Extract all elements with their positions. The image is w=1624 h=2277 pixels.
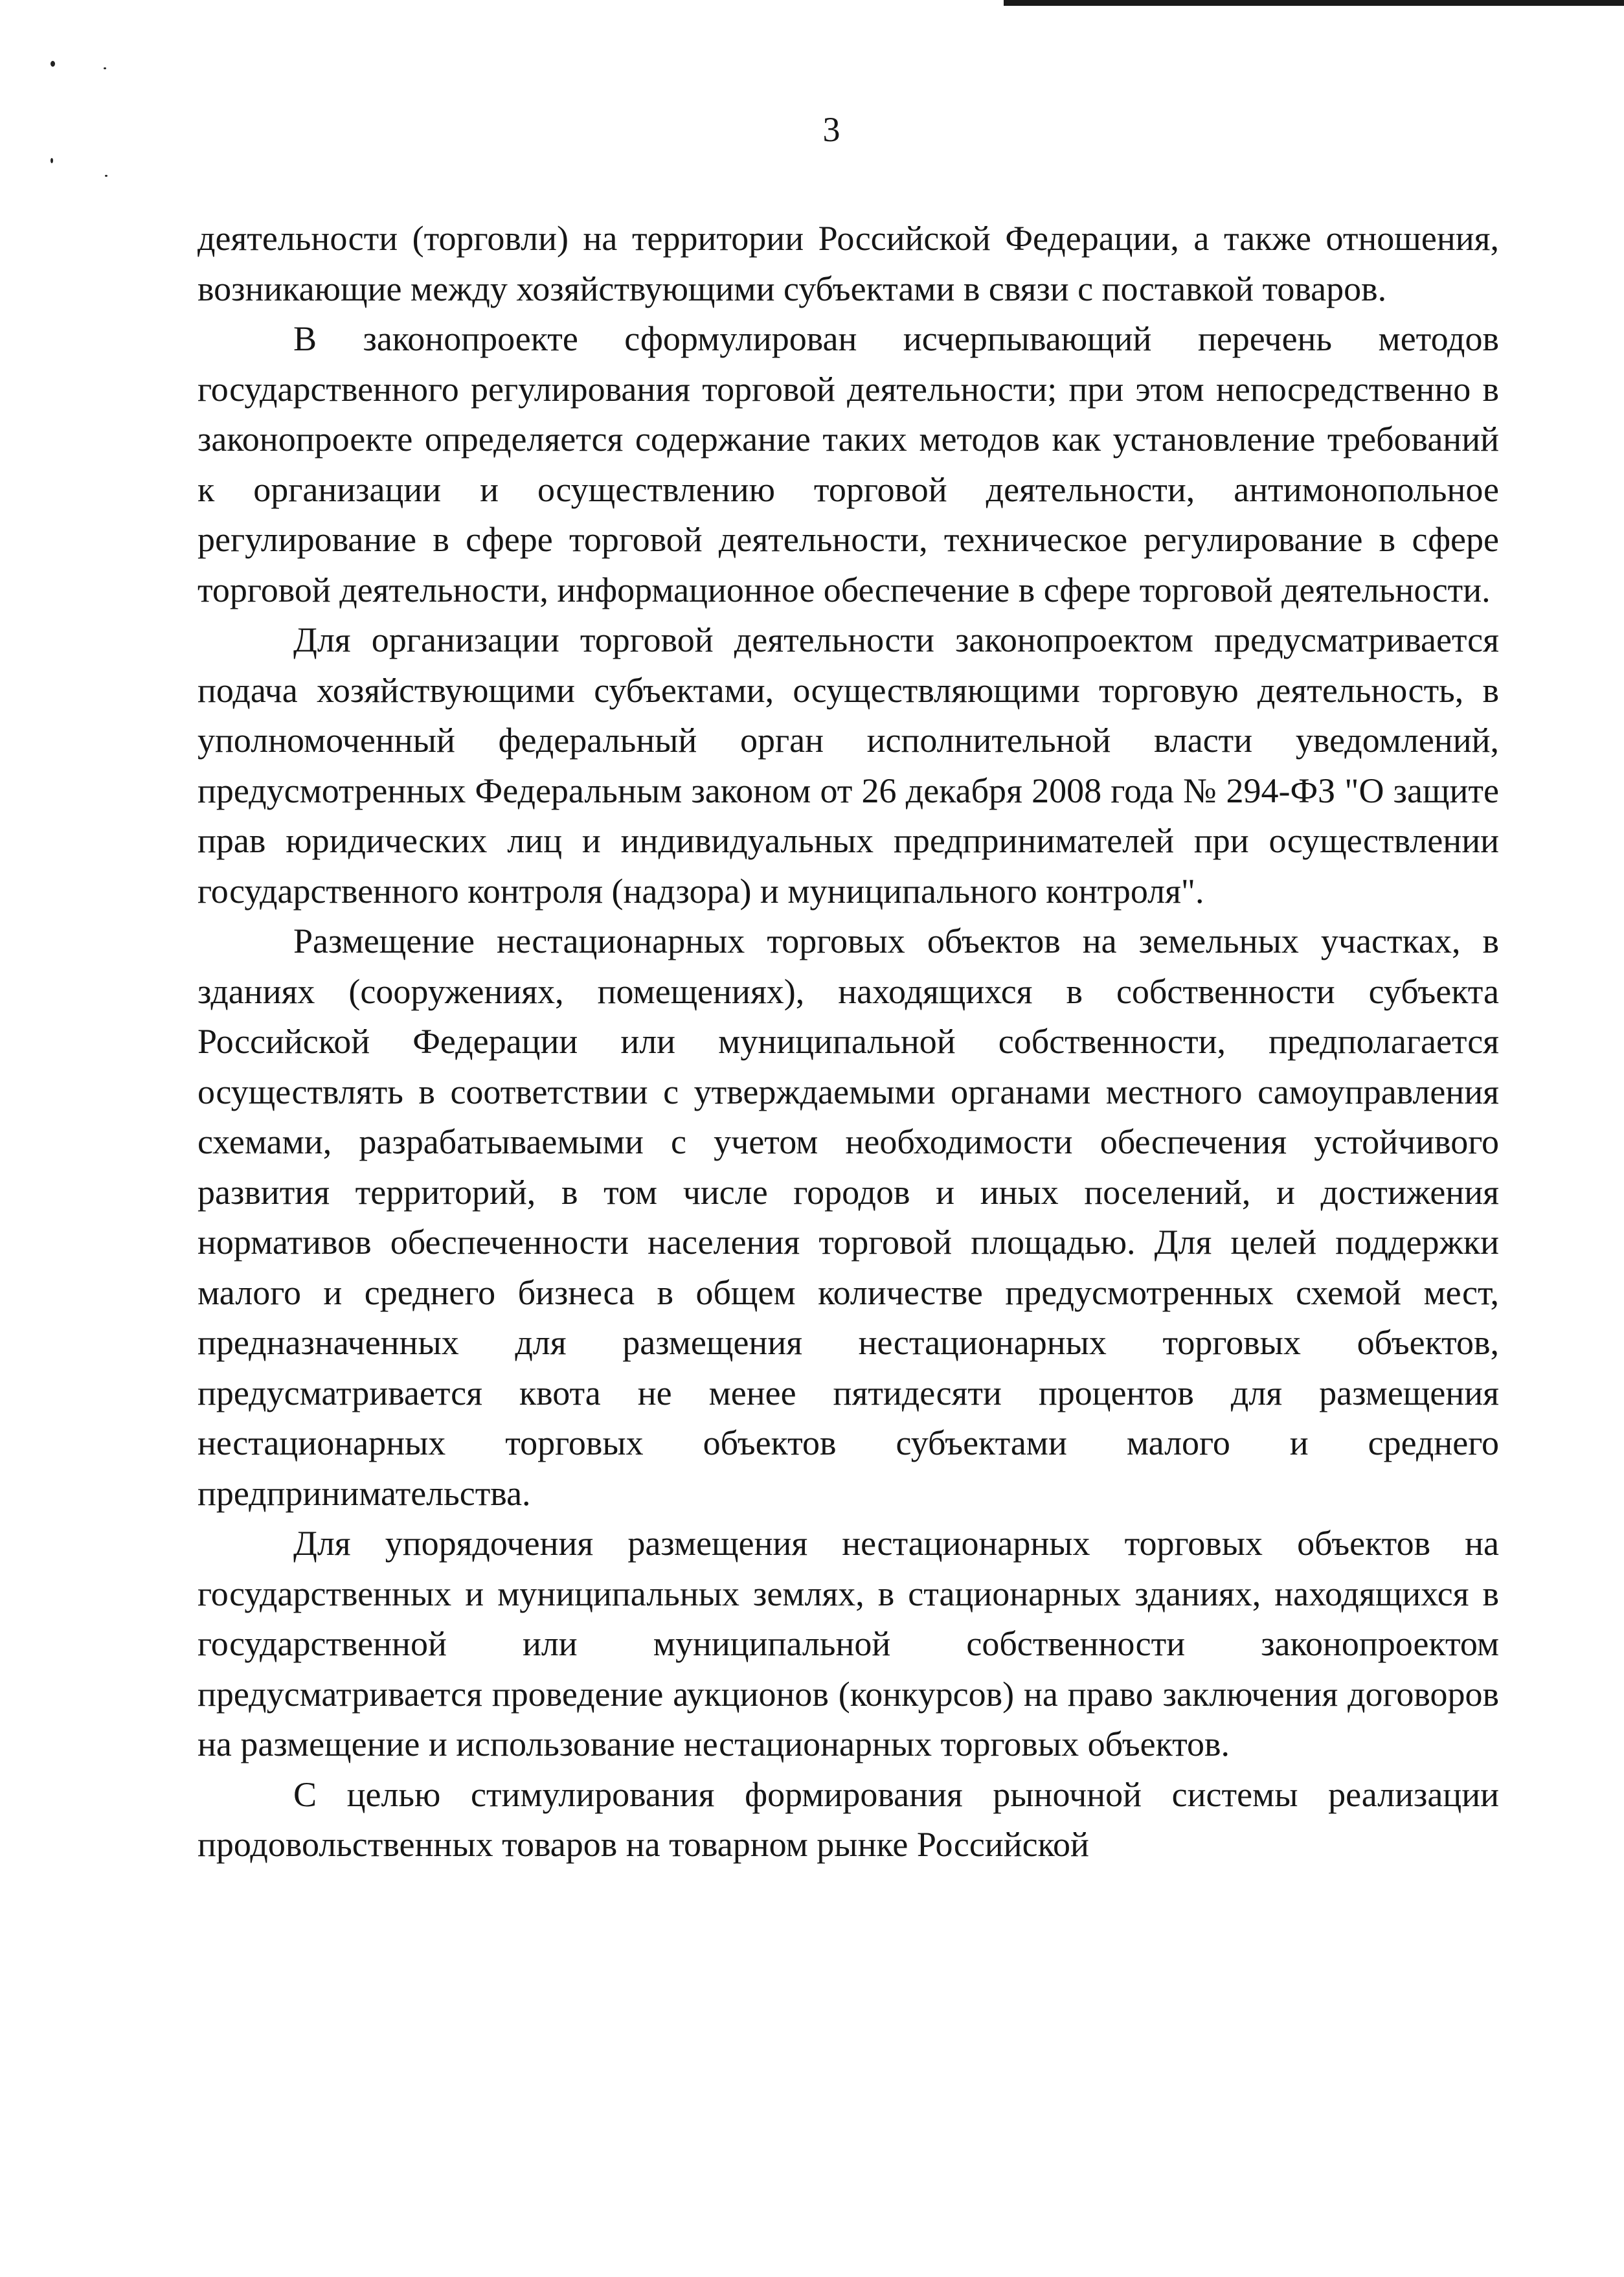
paragraph: С целью стимулирования формирования рыночной системы реализации продовольственных товаров на товарном рынке Российской <box>197 1774 1499 1864</box>
paragraph: Для упорядочения размещения нестационарных торговых объектов на государственных и муниципальных землях, в стационарных зданиях, находящихся в государственной или муниципальной собственности законопроектом предусматривается проведение аукционов (конкурсов) на право заключения договоров на размещение и использование нестационарных торговых объектов. <box>197 1524 1499 1763</box>
scan-speck <box>51 61 55 67</box>
scan-speck <box>105 175 107 177</box>
page-number: 3 <box>822 110 840 149</box>
scan-speck <box>51 158 53 163</box>
paragraph: В законопроекте сформулирован исчерпывающий перечень методов государственного регулирования торговой деятельности; при этом непосредственно в законопроекте определяется содержание таких методов как установление требований к организации и осуществлению торговой деятельности, антимонопольное регулирование в сфере торговой деятельности, техническое регулирование в сфере торговой деятельности, информационное обеспечение в сфере торговой деятельности. <box>197 319 1499 609</box>
scan-speck <box>104 67 106 69</box>
paragraph: Размещение нестационарных торговых объектов на земельных участках, в зданиях (сооружениях, помещениях), находящихся в собственности субъекта Российской Федерации или муниципальной собственности, предполагается осуществлять в соответствии с утверждаемыми органами местного самоуправления схемами, разрабатываемыми с учетом необходимости обеспечения устойчивого развития территорий, в том числе городов и иных поселений, и достижения нормативов обеспеченности населения торговой площадью. Для целей поддержки малого и среднего бизнеса в общем количестве предусмотренных схемой мест, предназначенных для размещения нестационарных торговых объектов, предусматривается квота не менее пятидесяти процентов для размещения нестационарных торговых объектов субъектами малого и среднего предпринимательства. <box>197 922 1499 1513</box>
paragraph: деятельности (торговли) на территории Российской Федерации, а также отношения, возникающие между хозяйствующими субъектами в связи с поставкой товаров. <box>197 219 1499 308</box>
document-body <box>197 214 1499 1870</box>
scan-edge-line <box>1004 0 1624 6</box>
paragraph: Для организации торговой деятельности законопроектом предусматривается подача хозяйствующими субъектами, осуществляющими торговую деятельность, в уполномоченный федеральный орган исполнительной власти уведомлений, предусмотренных Федеральным законом от 26 декабря 2008 года № 294-ФЗ "О защите прав юридических лиц и индивидуальных предпринимателей при осуществлении государственного контроля (надзора) и муниципального контроля". <box>197 620 1499 911</box>
